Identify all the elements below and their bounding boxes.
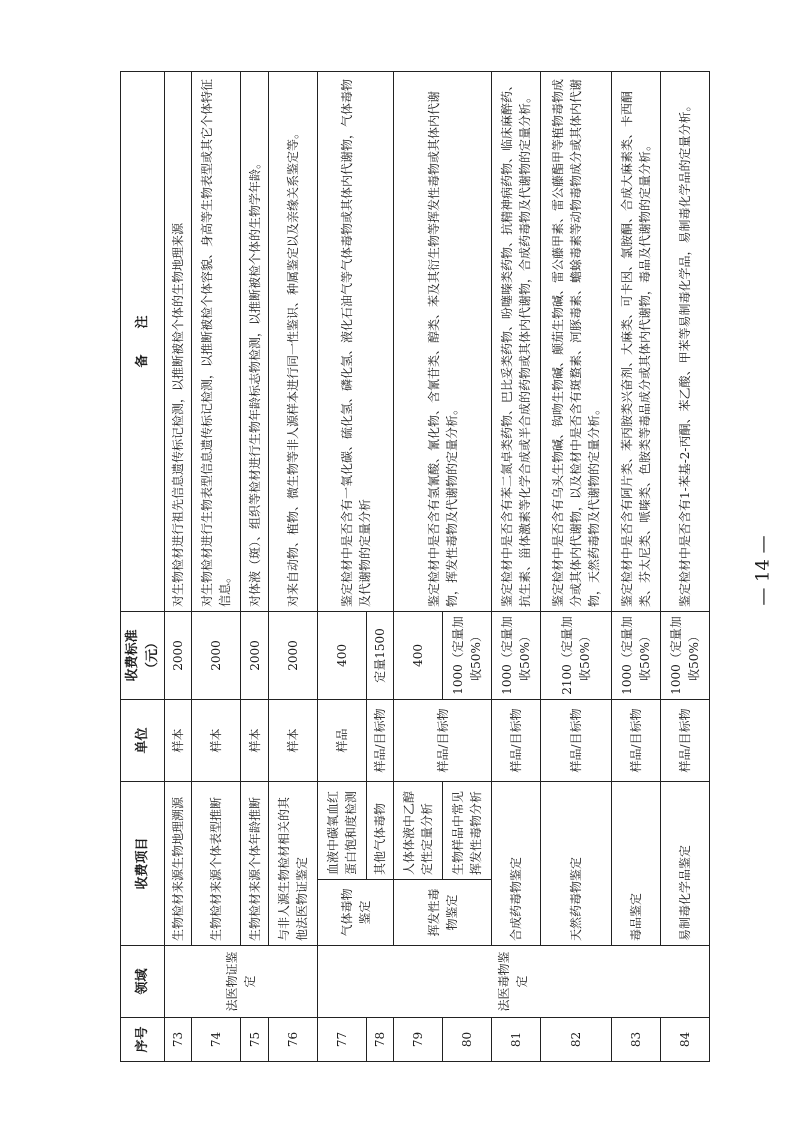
cell-fee: 2000	[165, 611, 192, 699]
table-row	[394, 71, 443, 1061]
cell-fee: 2100（定量加收50%）	[541, 611, 612, 699]
cell-item: 生物检材来源生物地理溯源	[165, 781, 192, 945]
cell-group: 气体毒物鉴定	[317, 880, 393, 946]
cell-fee: 2000	[192, 611, 241, 699]
cell-remark: 对生物检材进行生物表型信息遗传标记检测，以推断被检个体容貌、身高等生物表型或其它个体特征信息。	[192, 71, 241, 611]
cell-remark: 对生物检材进行祖先信息遗传标记检测，以推断被检个体的生物地理来源	[165, 71, 192, 611]
cell-fee: 1000（定量加收50%）	[443, 611, 492, 699]
table-header-row	[121, 71, 165, 1061]
cell-item: 与非人源生物检材相关的其他法医物证鉴定	[268, 781, 317, 945]
cell-remark: 对体液（斑）、组织等检材进行生物年龄标志物检测，以推断被检个体的生物学年龄。	[241, 71, 268, 611]
cell-item: 易制毒化学品鉴定	[660, 781, 709, 945]
header-seq: 序号	[121, 1018, 165, 1062]
cell-unit: 样品/目标物	[492, 699, 541, 781]
table-row	[541, 71, 612, 1061]
cell-fee: 2000	[241, 611, 268, 699]
cell-remark: 鉴定检材中是否含有苯二氮卓类药物、巴比妥类药物、吩噻嗪类药物、抗精神病药物、临床麻醉药、抗生素、甾体激素等化学合成或半合成的药物或其体内代谢物，合成药毒物及代谢物的定量分析。	[492, 71, 541, 611]
cell-seq: 77	[317, 1018, 366, 1062]
cell-group: 挥发性毒物鉴定	[394, 880, 492, 946]
table-row	[192, 71, 241, 1061]
cell-seq: 79	[394, 1018, 443, 1062]
table-row	[611, 71, 660, 1061]
table-row	[492, 71, 541, 1061]
fee-table-rotated	[120, 72, 710, 1062]
cell-unit: 样本	[165, 699, 192, 781]
cell-remark: 鉴定检材中是否含有阿片类、苯丙胺类兴奋剂、大麻类、可卡因、氯胺酮、合成大麻素类、卡西酮类、芬太尼类、哌嗪类、色胺类等毒品成分或其体内代谢物，毒品及代谢物的定量分析。	[611, 71, 660, 611]
cell-remark: 对来自动物、植物、微生物等非人源样本进行同一性鉴识、种属鉴定以及亲缘关系鉴定等。	[268, 71, 317, 611]
cell-seq: 81	[492, 1018, 541, 1062]
cell-item: 合成药毒物鉴定	[492, 781, 541, 945]
cell-seq: 80	[443, 1018, 492, 1062]
cell-remark: 鉴定检材中是否含有1-苯基-2-丙酮、苯乙酸、甲苯等易制毒化学品，易制毒化学品的定量分析。	[660, 71, 709, 611]
table-row	[317, 71, 366, 1061]
cell-seq: 78	[366, 1018, 393, 1062]
cell-fee: 400	[317, 611, 366, 699]
cell-seq: 82	[541, 1018, 612, 1062]
cell-seq: 73	[165, 1018, 192, 1062]
cell-unit: 样品/目标物	[541, 699, 612, 781]
cell-field: 法医毒物鉴定	[317, 946, 709, 1018]
cell-unit: 样品/目标物	[366, 699, 393, 781]
cell-item: 天然药毒物鉴定	[541, 781, 612, 945]
cell-field: 法医物证鉴定	[165, 946, 318, 1018]
cell-seq: 84	[660, 1018, 709, 1062]
cell-unit: 样品/目标物	[394, 699, 492, 781]
fee-table	[120, 71, 710, 1062]
header-remark: 备 注	[121, 71, 165, 611]
cell-seq: 76	[268, 1018, 317, 1062]
header-unit: 单位	[121, 699, 165, 781]
table-row	[660, 71, 709, 1061]
header-field: 领域	[121, 946, 165, 1018]
cell-item: 毒品鉴定	[611, 781, 660, 945]
table-row	[241, 71, 268, 1061]
cell-unit: 样本	[268, 699, 317, 781]
cell-fee: 定量1500	[366, 611, 393, 699]
cell-unit: 样本	[192, 699, 241, 781]
cell-unit: 样品/目标物	[660, 699, 709, 781]
cell-item: 生物检材来源个体表型推断	[192, 781, 241, 945]
cell-item: 血液中碳氧血红蛋白饱和度检测	[317, 781, 366, 879]
cell-remark: 鉴定检材中是否含有一氧化碳、硫化氢、磷化氢、液化石油气等气体毒物或其体内代谢物，气体毒物及代谢物的定量分析	[317, 71, 393, 611]
cell-remark: 鉴定检材中是否含有乌头生物碱、钩吻生物碱、颠茄生物碱、雷公藤甲素、雷公藤酯甲等植物毒物成分或其体内代谢物，以及检材中是否含有斑蝥素、河豚毒素、蟾蜍毒素等动物毒物成分或其体内代谢物，天然药毒物及代谢物的定量分析。	[541, 71, 612, 611]
cell-fee: 1000（定量加收50%）	[492, 611, 541, 699]
cell-seq: 75	[241, 1018, 268, 1062]
cell-item: 生物样品中常见挥发性毒物分析	[443, 781, 492, 879]
cell-unit: 样品/目标物	[611, 699, 660, 781]
cell-fee: 2000	[268, 611, 317, 699]
cell-unit: 样本	[241, 699, 268, 781]
page-number: — 14 —	[752, 535, 774, 606]
cell-fee: 400	[394, 611, 443, 699]
table-row	[165, 71, 192, 1061]
cell-seq: 74	[192, 1018, 241, 1062]
cell-seq: 83	[611, 1018, 660, 1062]
cell-remark: 鉴定检材中是否含有氢氰酸、氰化物、含氰苷类、醇类、苯及其衍生物等挥发性毒物或其体内代谢物，挥发性毒物及代谢物的定量分析。	[394, 71, 492, 611]
cell-item: 其他气体毒物	[366, 781, 393, 879]
header-fee: 收费标准（元）	[121, 611, 165, 699]
header-item: 收费项目	[121, 781, 165, 945]
cell-item: 人体体液中乙醇定性定量分析	[394, 781, 443, 879]
cell-unit: 样品	[317, 699, 366, 781]
cell-fee: 1000（定量加收50%）	[660, 611, 709, 699]
table-row	[268, 71, 317, 1061]
cell-item: 生物检材来源个体年龄推断	[241, 781, 268, 945]
cell-fee: 1000（定量加收50%）	[611, 611, 660, 699]
